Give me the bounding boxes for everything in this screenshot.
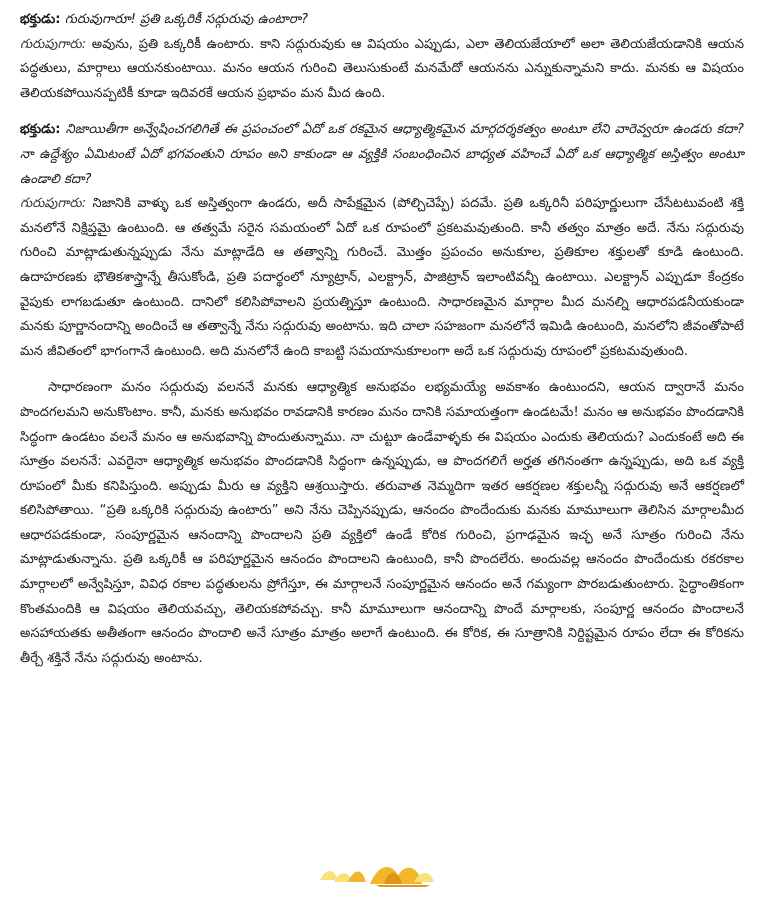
- dialogue-devotee-2: [20, 118, 744, 192]
- devotee-question-text: గురువుగారూ! ప్రతి ఒక్కరికీ సద్గురువు ఉంటారా?: [64, 12, 309, 27]
- speaker-label-guru: గురుపుగారు:: [20, 196, 87, 212]
- speaker-label-devotee: భక్తుడు:: [20, 122, 61, 138]
- dialogue-guru-2: [20, 192, 744, 364]
- dialogue-devotee-1: [20, 8, 744, 33]
- ornament-right-petals: [370, 867, 434, 887]
- document-page: [20, 8, 744, 671]
- guru-answer-text: అవును, ప్రతి ఒక్కరికీ ఉంటారు. కాని సద్గురువుకు ఆ విషయం ఎప్పుడు, ఎలా తెలియజేయాలో అలా తెలియజేయడానికి ఆయన పద్ధతులు, మార్గాలు ఆయనకుంటాయి. మనం ఆయన గురించి తెలుసుకుంటే మనమేదో ఆయనను ఎన్నుకున్నామని కాదు. మనకు ఆ విషయం తెలియకపోయినప్పటికీ కూడా ఇదివరకే ఆయన ప్రభావం మన మీద ఉంది.: [20, 36, 744, 101]
- speaker-label-guru: గురుపుగారు:: [20, 36, 87, 52]
- dialogue-guru-1: [20, 33, 744, 107]
- speaker-label-devotee: భక్తుడు:: [20, 12, 61, 27]
- devotee-question-text: నిజాయితీగా అన్వేషించగలిగితే ఈ ప్రపంచంలో ఏదో ఒక రకమైన ఆధ్యాత్మికమైన మార్గదర్శకత్వం అంటూ లేని వారెవ్వరూ ఉండరు కదా? నా ఉద్దేశ్యం ఏమిటంటే ఏదో భగవంతుని రూపం అని కాకుండా ఆ వ్యక్తికి సంబంధించిన బాధ్యత వహించే ఏదో ఒక ఆధ్యాత్మిక అస్తిత్వం అంటూ ఉండాలి కదా?: [20, 122, 744, 187]
- lotus-flower-ornament-icon: [318, 858, 438, 888]
- closing-paragraph: సాధారణంగా మనం సద్గురువు వలననే మనకు ఆధ్యాత్మిక అనుభవం లభ్యమయ్యే అవకాశం ఉంటుందని, ఆయన ద్వారానే మనం పొందగలమని అనుకొంటాం. కానీ, మనకు అనుభవం రావడానికి కారణం మనం దానికి సమాయత్తంగా ఉండటమే! మనం ఆ అనుభవం పొందడానికి సిద్ధంగా ఉండటం వలనే మనం ఆ అనుభవాన్ని పొందుతున్నాము. నా చుట్టూ ఉండేవాళ్ళకు ఈ విషయం ఎందుకు తెలియదు? ఎందుకంటే అది ఈ సూత్రం వలననే: ఎవరైనా ఆధ్యాత్మిక అనుభవం పొందడానికి సిద్ధంగా ఉన్నప్పుడు, ఆ పొందగలిగే అర్హత తగినంతగా ఉన్నప్పుడు, అది ఒక వ్యక్తి రూపంలో మీకు కనిపిస్తుంది. అప్పుడు మీరు ఆ వ్యక్తిని ఆశ్రయిస్తారు. తరువాత నెమ్మదిగా ఇతర ఆకర్షణల శక్తులన్నీ సద్గురువు అనే ఆకర్షణలో కలిసిపోతాయి. “ప్రతి ఒక్కరికి సద్గురువు ఉంటారు” అని నేను చెప్పినప్పుడు, ఆనందం పొందేందుకు మనకు మామూలుగా తెలిసిన మార్గాలమీద ఆధారపడకుండా, సంపూర్ణమైన ఆనందాన్ని పొందాలని ప్రతి వ్యక్తిలో ఉండే కోరిక గురించి, ప్రగాఢమైన ఇచ్ఛ అనే సూత్రం గురించి నేను మాట్లాడుతున్నాను. ప్రతి ఒక్కరికీ ఆ పరిపూర్ణమైన ఆనందం పొందాలని ఉంటుంది, కానీ పొందలేరు. అందువల్ల ఆనందం పొందేందుకు రకరకాల మార్గాలలో అన్వేషిస్తూ, వివిధ రకాల పద్ధతులను ప్రోగేస్తూ, ఈ మార్గాలనే సంపూర్ణమైన ఆనందం అనే గమ్యంగా పొరబడుతుంటారు. సైద్ధాంతికంగా కొంతమందికి ఆ విషయం తెలియవచ్చు, తెలియకపోవచ్చు. కానీ మామూలుగా ఆనందాన్ని పొందే మార్గాలకు, సంపూర్ణ ఆనందం పొందాలనే అసహాయతకు అతీతంగా ఆనందం పొందాలి అనే సూత్రం మాత్రం అలాగే ఉంటుంది. ఈ కోరిక, ఈ సూత్రానికి నిర్దిష్టమైన రూపం లేదా ఈ కోరికను తీర్చే శక్తినే నేను సద్గురువు అంటాను.: [20, 380, 744, 666]
- ornament-left-petals: [320, 871, 366, 882]
- guru-answer-text: నిజానికి వాళ్ళు ఒక అస్తిత్వంగా ఉండరు, అదీ సాపేక్షమైన (పోల్చిచెప్పే) పదమే. ప్రతి ఒక్కరినీ పరిపూర్ణులుగా చేసేటటువంటి శక్తి మనలోనే నిక్షిప్తమై ఉంటుంది. ఆ తత్వమే సరైన సమయంలో ఏదో ఒక రూపంలో ప్రకటమవుతుంది. కానీ తత్వం మాత్రం అదే. నేను సద్గురువు గురించి మాట్లాడుతున్నప్పుడు నేను మాట్లాడేది ఆ తత్వాన్ని గురించే. మొత్తం ప్రపంచం అనుకూల, ప్రతికూల శక్తులతో కూడి ఉంటుంది. ఉదాహరణకు భౌతికశాస్త్రాన్నే తీసుకోండి, ప్రతి పదార్థంలో న్యూట్రాన్, ఎలక్ట్రాన్, పాజిట్రాన్ ఇలాంటివన్నీ ఉంటాయి. ఎలక్ట్రాన్ ఎప్పుడూ కేంద్రకం వైపుకు లాగబడుతూ ఉంటుంది. దానిలో కలిసిపోవాలని ప్రయత్నిస్తూ ఉంటుంది. సాధారణమైన మార్గాల మీద మనల్ని ఆధారపడనీయకుండా మనకు పూర్ణానందాన్ని అందించే ఆ తత్వాన్నే నేను సద్గురువు అంటాను. ఇది చాలా సహజంగా మనలోనే ఇమిడి ఉంటుంది, మనలోని జీవంతోపాటే మన జీవితంలో భాగంగానే ఉంటుంది. అది మనలోనే ఉంది కాబట్టి సమయానుకూలంగా అదే ఒక సద్గురువు రూపంలో ప్రకటమవుతుంది.: [20, 196, 745, 359]
